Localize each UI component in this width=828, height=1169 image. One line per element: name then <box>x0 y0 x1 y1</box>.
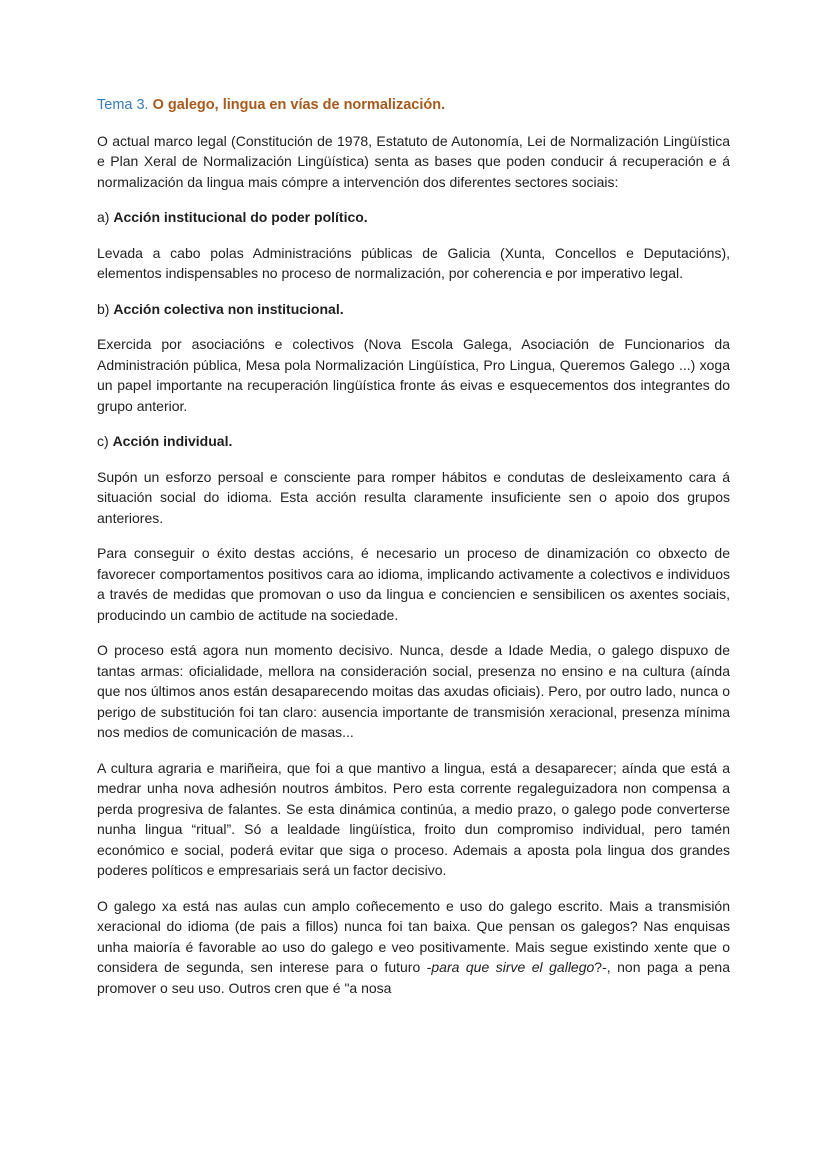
section-a-title: Acción institucional do poder político. <box>113 209 368 225</box>
section-c-title: Acción individual. <box>112 433 233 449</box>
paragraph-intro: O actual marco legal (Constitución de 1978, Estatuto de Autonomía, Lei de Normalización Lingüística e Plan Xeral de Normalización Lingüística) senta as bases que poden conducir á recuperación e á normalización da lingua mais cómpre a intervención dos diferentes sectores sociais: <box>97 132 730 190</box>
section-heading-c <box>97 431 730 452</box>
section-b-letter: b) <box>97 300 114 317</box>
section-b-title: Acción colectiva non institucional. <box>113 300 344 317</box>
title-heading-text: O galego, lingua en vías de normalización. <box>152 97 446 113</box>
paragraph-final <box>97 896 730 999</box>
final-text-italic: para que sirve el gallego <box>431 959 595 975</box>
paragraph-section-c: Supón un esforzo persoal e consciente para romper hábitos e condutas de desleixamento cara á situación social do idioma. Esta acción resulta claramente insuficiente sen o apoio dos grupos anteriores. <box>97 468 730 526</box>
final-text-pre: O galego xa está nas aulas cun amplo coñecemento e uso do galego escrito. Mais a transmisión xeracional do idioma (de pais a fillos) nunca foi tan baixa. Que pensan os galegos? Nas enquisas unha maioría é favorable ao uso do galego e veo positivamente. Mais segue existindo xente que o considera de segunda, sen interese para o futuro - <box>97 897 730 975</box>
section-c-letter: c) <box>97 433 113 449</box>
paragraph-momento-decisivo: O proceso está agora nun momento decisivo. Nunca, desde a Idade Media, o galego dispuxo de tantas armas: oficialidade, mellora na consideración social, presenza no ensino e na cultura (aínda que nos últimos anos están desaparecendo moitas das axudas oficiais). Pero, por outro lado, nunca o perigo de substitución foi tan claro: ausencia importante de transmisión xeracional, presenza mínima nos medios de comunicación de masas... <box>97 642 730 740</box>
page-title <box>97 95 730 116</box>
title-topic-label: Tema 3. <box>97 97 153 113</box>
paragraph-cultura-agraria: A cultura agraria e mariñeira, que foi a que mantivo a lingua, está a desaparecer; aínda que está a medrar unha nova adhesión noutros ámbitos. Pero esta corrente regaleguizadora non compensa a perda progresiva de falantes. Se esta dinámica continúa, a medio prazo, o galego pode converterse nunha lingua “ritual”. Só a lealdade lingüística, froito dun compromiso individual, pero tamén económico e social, poderá evitar que siga o proceso. Ademais a aposta pola lingua dos grandes poderes políticos e empresariais será un factor decisivo. <box>97 759 730 878</box>
section-heading-a <box>97 207 730 228</box>
section-a-letter: a) <box>97 209 114 225</box>
paragraph-section-b: Exercida por asociacións e colectivos (Nova Escola Galega, Asociación de Funcionarios da Administración pública, Mesa pola Normalización Lingüística, Pro Lingua, Queremos Galego ...) xoga un papel importante na recuperación lingüística fronte ás eivas e esquecementos dos integrantes do grupo anterior. <box>97 336 730 414</box>
final-text-post: ?-, non paga a pena promover o seu uso. Outros cren que é "a nosa <box>97 959 730 996</box>
section-heading-b <box>97 299 730 320</box>
paragraph-dinamizacion: Para conseguir o éxito destas accións, é necesario un proceso de dinamización co obxecto de favorecer comportamentos positivos cara ao idioma, implicando activamente a colectivos e individuos a través de medidas que promovan o uso da lingua e conciencien e sensibilicen os axentes sociais, producindo un cambio de actitude na sociedade. <box>97 545 730 623</box>
paragraph-section-a: Levada a cabo polas Administracións públicas de Galicia (Xunta, Concellos e Deputacións), elementos indispensables no proceso de normalización, por coherencia e por imperativo legal. <box>97 244 730 281</box>
